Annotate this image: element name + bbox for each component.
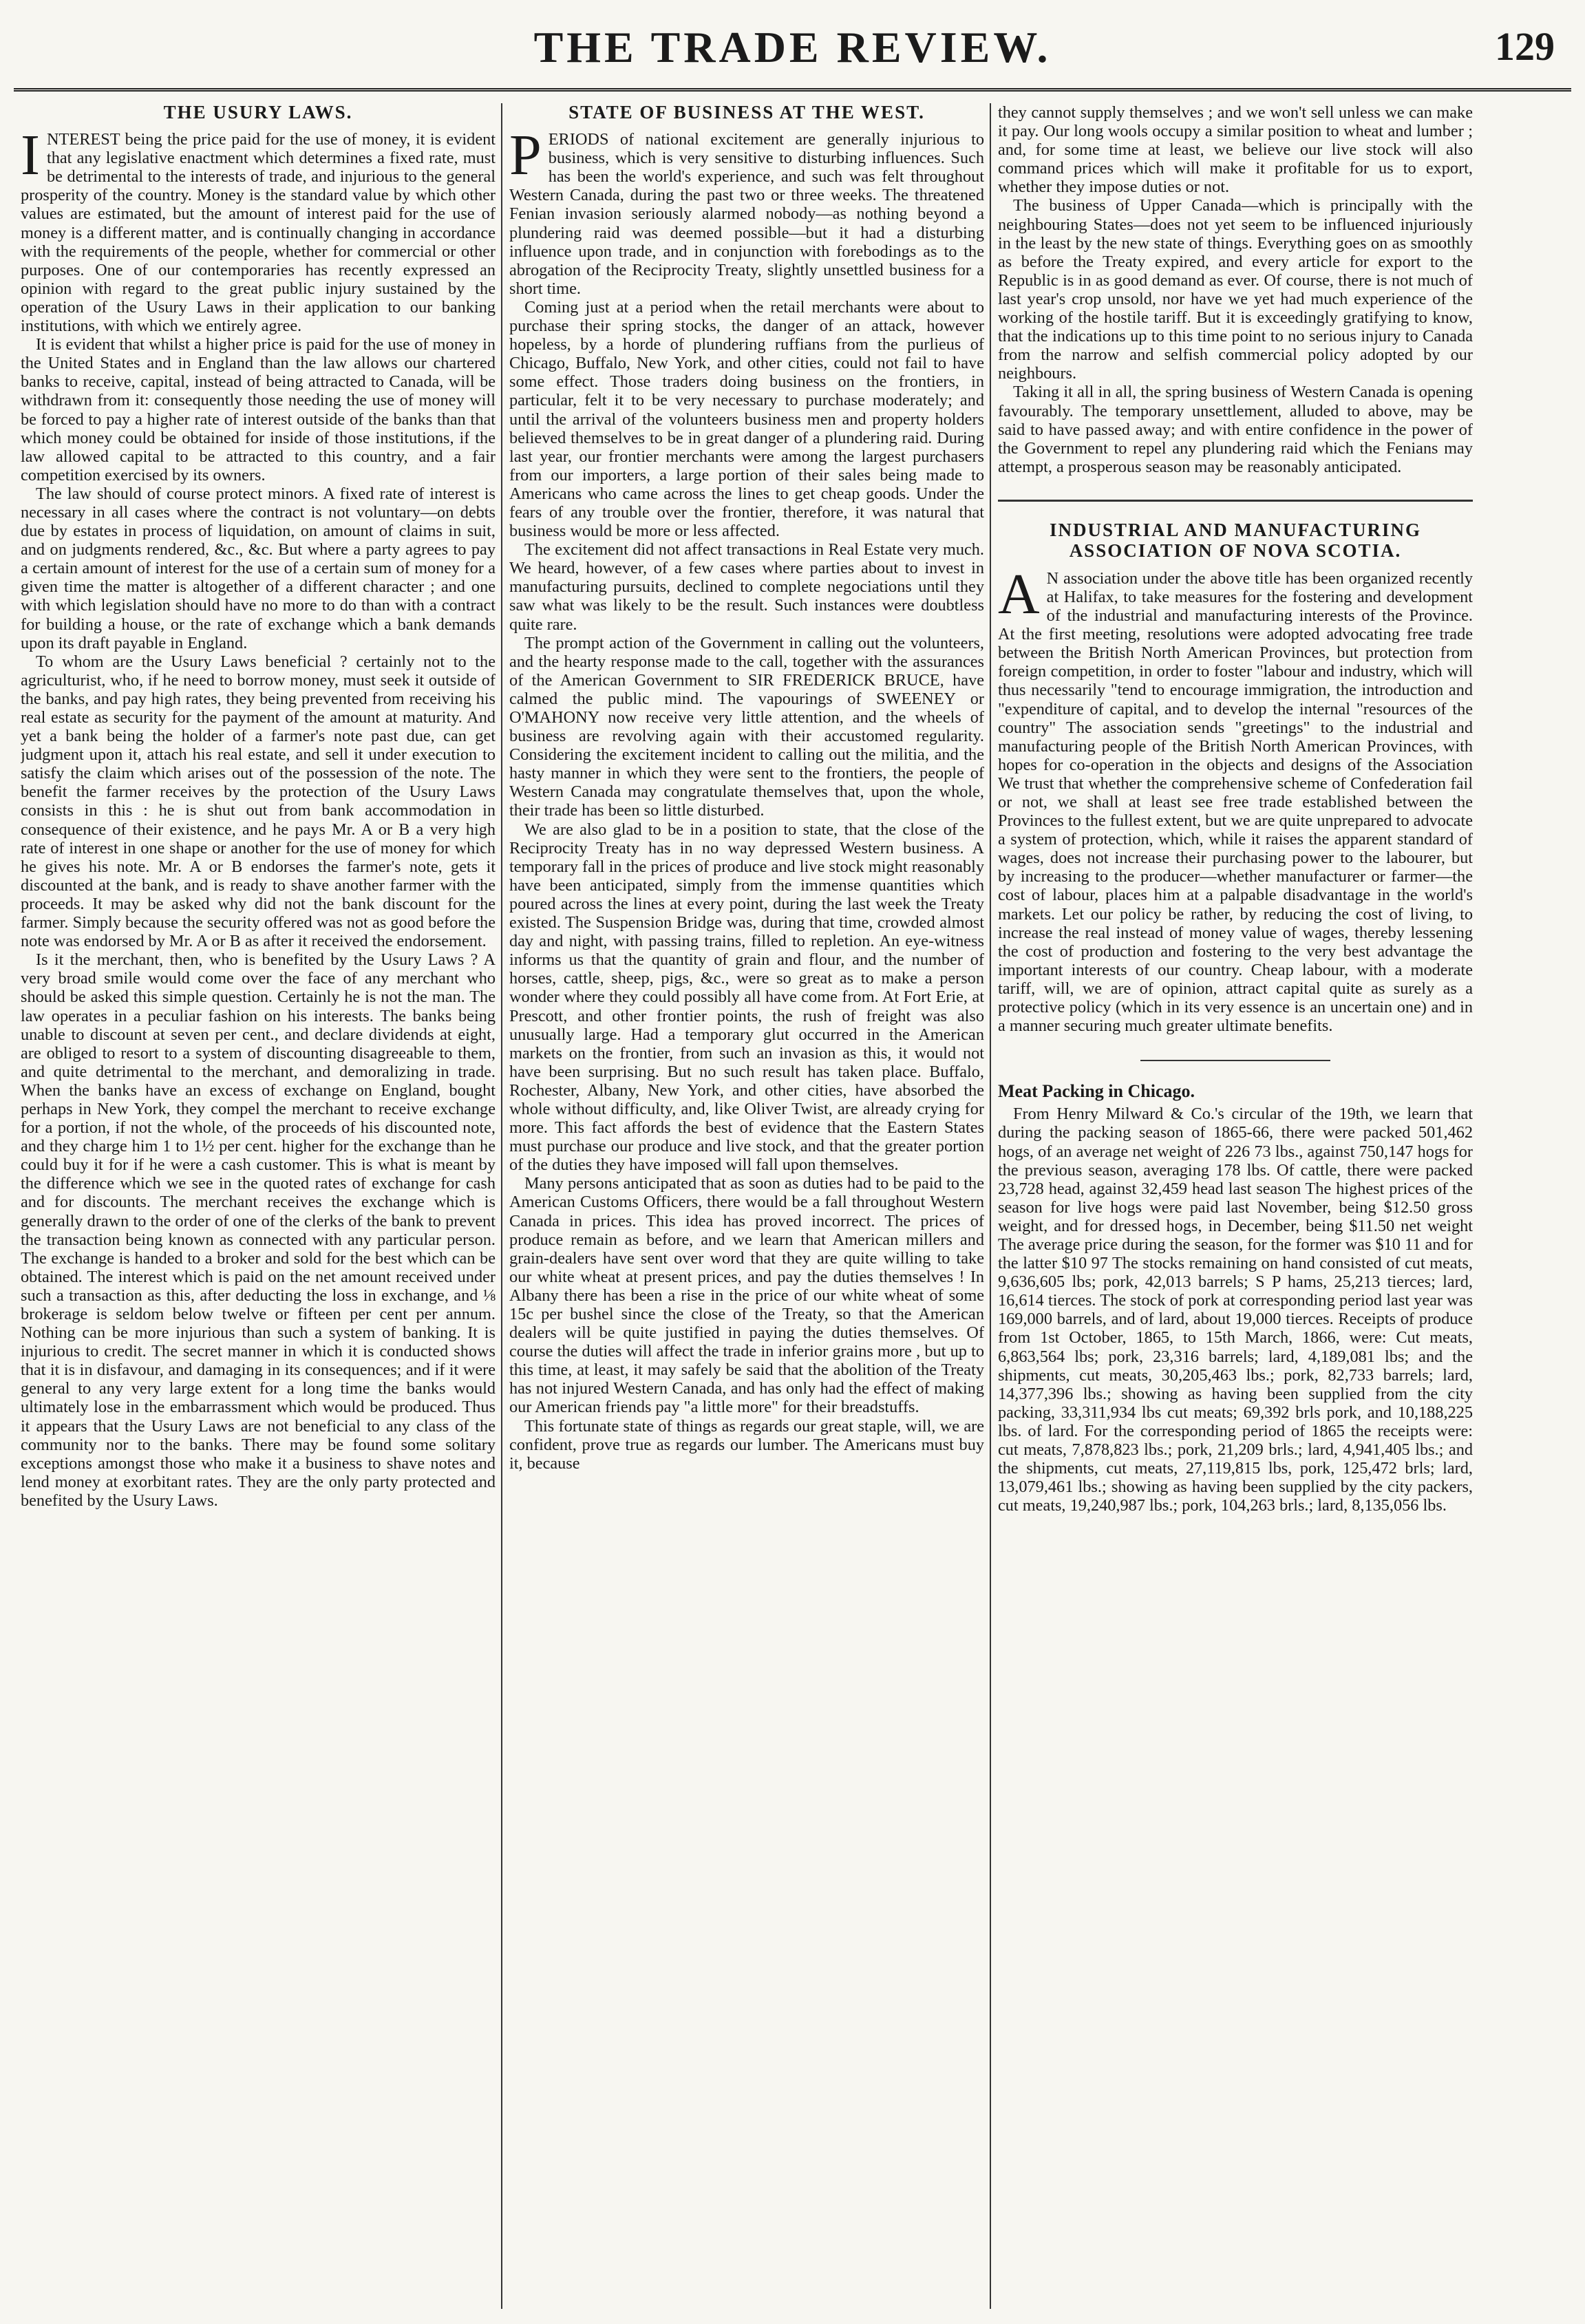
article-heading-usury-laws: THE USURY LAWS. (163, 103, 353, 122)
article-paragraph: To whom are the Usury Laws beneficial ? certainly not to the agriculturist, who, if he need to borrow money, must seek it outside of the banks, and pay high rates, they being prevented from receiving his real estate as security for the payment of the amount at maturity. And yet a bank being the holder of a farmer's note past due, can get judgment upon it, attach his real estate, and sell it under execution to satisfy the claim which arises out of the possession of the note. The benefit the farmer receives by the protection of the Usury Laws consists in this : he is shut out from bank accommodation in consequence of their existence, and he pays Mr. A or B a very high rate of interest in one shape or another for the use of money for which he gives his note. Mr. A or B endorses the farmer's note, gets it discounted at the bank, and is ready to shave another farmer with the proceeds. It may be asked why did not the bank discount for the farmer. Simply because the security offered was not as good before the note was endorsed by Mr. A or B as after it received the endorsement. (21, 652, 496, 951)
column-divider (990, 103, 991, 2309)
page-number: 129 (1495, 24, 1555, 69)
article-paragraph: The business of Upper Canada—which is principally with the neighbouring States—does not yet seem to be influenced injuriously in the least by the new state of things. Everything goes on as smoothly as before the Treaty expired, and every article for export to the Republic is in as good demand as ever. Of course, there is not much of last year's crop unsold, nor have we yet had much experience of the working of the hostile tariff. But it is exceedingly gratifying to know, that the indications up to this time point to no serious injury to Canada from the narrow and selfish commercial policy adopted by our neighbours. (998, 196, 1473, 383)
masthead (14, 14, 1571, 95)
article-paragraph (21, 123, 496, 336)
article-heading-meat-packing: Meat Packing in Chicago. (998, 1081, 1195, 1102)
drop-cap: P (509, 123, 542, 188)
column-3 (998, 103, 1473, 2309)
drop-cap: I (21, 123, 40, 188)
paragraph-text: ERIODS of national excitement are generally injurious to business, which is very sensitive to disturbing influences. Such has been the world's experience, and such was felt throughout Western Canada, during the past two or three weeks. The threatened Fenian invasion seriously alarmed nobody—as nothing beyond a plundering raid was deemed possible—but it had a disturbing influence upon trade, and in conjunction with forebodings as to the abrogation of the Reciprocity Treaty, slightly unsettled business for a short time. (509, 130, 984, 298)
article-heading-business-west: STATE OF BUSINESS AT THE WEST. (568, 103, 925, 122)
article-paragraph: Many persons anticipated that as soon as duties had to be paid to the American Customs Officers, there would be a fall throughout Western Canada in prices. This idea has proved incorrect. The prices of produce remain as before, and we learn that American millers and grain-dealers have sent over word that they are quite willing to take our white wheat at present prices, and pay the duties themselves ! In Albany there has been a rise in the price of our white wheat of some 15c per bushel since the close of the Treaty, so that the American dealers will be quite justified in paying the duties themselves. Of course the duties will affect the trade in inferior grains more , but up to this time, at least, it may safely be said that the abolition of the Treaty has not injured Western Canada, and has only had the effect of making our American friends pay "a little more" for their breadstuffs. (509, 1174, 984, 1417)
section-divider (998, 500, 1473, 502)
section-divider (1140, 1060, 1330, 1061)
article-paragraph: The law should of course protect minors. A fixed rate of interest is necessary in all cases where the contract is not voluntary—on debts due by estates in process of liquidation, on amount of claims in suit, and on judgments rendered, &c., &c. But where a party agrees to pay a certain amount of interest for the use of a certain sum of money for a given time the matter is altogether of a different character ; and one with which legislation should have no more to do than with a contract for building a house, or the rate of exchange which a bank demands upon its draft payable in England. (21, 484, 496, 652)
article-paragraph: Coming just at a period when the retail merchants were about to purchase their spring stocks, the danger of an attack, however hopeless, by a horde of plundering ruffians from the purlieus of Chicago, Buffalo, New York, and other cities, could not fail to have some effect. Those traders doing business on the frontiers, in particular, felt it to be very necessary to purchase moderately; and until the arrival of the volunteers business men and property holders believed themselves to be in great danger of a plundering raid. During last year, our frontier merchants were among the largest purchasers from our importers, a large portion of their sales being made to Americans who came across the lines to get cheap goods. Under the fears of any trouble over the frontier, therefore, it was natural that business would be more or less affected. (509, 297, 984, 541)
newspaper-title: THE TRADE REVIEW. (533, 23, 1052, 72)
article-paragraph (998, 562, 1473, 1036)
article-paragraph: Taking it all in all, the spring business of Western Canada is opening favourably. The temporary unsettlement, alluded to above, may be said to have passed away; and with entire confidence in the power of the Government to repel any plundering raid which the Fenians may attempt, a prosperous season may be reasonably anticipated. (998, 383, 1473, 476)
article-paragraph: It is evident that whilst a higher price is paid for the use of money in the United States and in England than the law allows our chartered banks to receive, capital, instead of being attracted to Canada, will be withdrawn from it: consequently those needing the use of money will be forced to pay a higher rate of interest outside of the banks than that which money could be obtained for inside of those institutions, if the law allowed capital to be attracted to this country, and a fair competition exercised by its owners. (21, 335, 496, 484)
article-paragraph: they cannot supply themselves ; and we won't sell unless we can make it pay. Our long wools occupy a similar position to wheat and lumber ; and, for some time at least, we believe our live stock will also command prices which will make it profitable for us to export, whether they impose duties or not. (998, 103, 1473, 197)
article-heading-nova-scotia: INDUSTRIAL AND MANUFACTURING ASSOCIATION OF NOVA SCOTIA. (1049, 519, 1422, 561)
article-paragraph: The prompt action of the Government in calling out the volunteers, and the hearty response made to the call, together with the assurances of the American Government to SIR FREDERICK BRUCE, have calmed the public mind. The vapourings of SWEENEY or O'MAHONY now receive very little attention, and the wheels of business are revolving again with their accustomed regularity. Considering the excitement incident to calling out the militia, and the hasty manner in which they were sent to the frontiers, the people of Western Canada may congratulate themselves that, upon the whole, their trade has been so little disturbed. (509, 633, 984, 820)
column-divider (501, 103, 502, 2309)
article-paragraph: This fortunate state of things as regards our great staple, will, we are confident, prove true as regards our lumber. The Americans must buy it, because (509, 1416, 984, 1473)
article-paragraph: The excitement did not affect transactions in Real Estate very much. We heard, however, of a few cases where parties about to invest in manufacturing pursuits, declined to complete negociations until they saw what was likely to be the result. Such instances were doubtless quite rare. (509, 540, 984, 634)
article-paragraph: We are also glad to be in a position to state, that the close of the Reciprocity Treaty has in no way depressed Western business. A temporary fall in the prices of produce and live stock might reasonably have been anticipated, simply from the immense quantities which poured across the lines at every point, during the last week the Treaty existed. The Suspension Bridge was, during that time, crowded almost day and night, with passing trains, filled to repletion. An eye-witness informs us that the quantity of grain and flour, and the number of horses, cattle, sheep, pigs, &c., were so great as to make a person wonder where they could possibly all have come from. At Fort Erie, at Prescott, and other frontier points, the rush of freight was also unusually large. Had a temporary glut occurred in the American markets on the frontier, from such an invasion as this, it would not have been surprising. But no such result has taken place. Buffalo, Rochester, Albany, New York, and other cities, have absorbed the whole without difficulty, and, like Oliver Twist, are already crying for more. This fact affords the best of evidence that the Eastern States must purchase our produce and live stock, and that the greater portion of the duties they have imposed will fall upon themselves. (509, 820, 984, 1175)
column-2 (509, 103, 984, 2309)
drop-cap: A (998, 562, 1040, 626)
paragraph-text: NTEREST being the price paid for the use of money, it is evident that any legislative enactment which determines a fixed rate, must be detrimental to the interests of trade, and injurious to the general prosperity of the country. Money is the standard value by which other values are estimated, but the amount of interest paid for the use of money is a different matter, and is continually changing in accordance with the requirements of the people, whether for commercial or other purposes. One of our contemporaries has recently expressed an opinion with regard to the great public injury sustained by the operation of the Usury Laws in their application to our banking institutions, with which we entirely agree. (21, 130, 496, 336)
article-paragraph: Is it the merchant, then, who is benefited by the Usury Laws ? A very broad smile would come over the face of any merchant who should be asked this simple question. Certainly he is not the man. The law operates in a peculiar fashion on his interests. The banks being unable to discount at seven per cent., and declare dividends at eight, are obliged to resort to a system of discounting disagreeable to them, and quite detrimental to the merchant, and demoralizing in trade. When the banks have an excess of exchange on England, bought perhaps in New York, they compel the merchant to receive exchange for a portion, if not the whole, of the proceeds of his discounted note, and they charge him 1 to 1½ per cent. higher for the exchange than he could buy it for if he were a cash customer. This is what is meant by the difference which we see in the quoted rates of exchange for cash and for discounts. The merchant receives the exchange which is generally drawn to the order of one of the clerks of the bank to prevent the transaction being known as connected with any particular person. The exchange is handed to a broker and sold for the best which can be obtained. The interest which is paid on the net amount received under such a transaction as this, after deducting the loss in exchange, and ⅛ brokerage is seldom below twelve or fifteen per cent per annum. Nothing can be more injurious than such a system of banking. It is injurious to credit. The secret manner in which it is conducted shows that it is in disfavour, and damaging in its consequences; and if it were general to any very large extent for a long time the banks would ultimately lose in the embarrassment which would be produced. Thus it appears that the Usury Laws are not beneficial to any class of the community nor to the banks. There may be found some solitary exceptions amongst those who make it a business to shave notes and lend money at exorbitant rates. They are the only party protected and benefited by the Usury Laws. (21, 950, 496, 1510)
article-paragraph: From Henry Milward & Co.'s circular of the 19th, we learn that during the packing season of 1865-66, there were packed 501,462 hogs, of an average net weight of 226 73 lbs., against 750,147 hogs for the previous season, averaging 178 lbs. Of cattle, there were packed 23,728 head, against 32,459 head last season The highest prices of the season for live hogs were paid last November, being $12.50 gross weight, and for dressed hogs, in December, being $11.50 net weight The average price during the season, for the former was $10 11 and for the latter $10 97 The stocks remaining on hand consisted of cut meats, 9,636,605 lbs; pork, 42,013 barrels; S P hams, 25,213 tierces; lard, 16,614 tierces. The stock of pork at corresponding period last year was 169,000 barrels, and of lard, about 19,000 tierces. Receipts of produce from 1st October, 1865, to 15th March, 1866, were: Cut meats, 6,863,564 lbs; pork, 23,316 barrels; lard, 4,189,081 lbs; and the shipments, cut meats, 30,205,463 lbs.; pork, 82,733 barrels; lard, 14,377,396 lbs.; showing as having been supplied from the city packing, 33,311,934 lbs cut meats; 69,392 brls pork, and 10,188,225 lbs. of lard. For the corresponding period of 1865 the receipts were: cut meats, 7,878,823 lbs.; pork, 21,209 brls.; lard, 4,941,405 lbs.; and the shipments, cut meats, 27,119,815 lbs, pork, 125,472 brls; lard, 13,079,461 lbs.; showing as having been supplied by the city packers, cut meats, 19,240,987 lbs.; pork, 104,263 brls.; lard, 8,135,056 lbs. (998, 1105, 1473, 1515)
article-paragraph (509, 123, 984, 298)
masthead-rule (14, 88, 1571, 92)
column-1 (21, 103, 496, 2309)
paragraph-text: N association under the above title has been organized recently at Halifax, to take measures for the fostering and development of the industrial and manufacturing interests of the Province. At the first meeting, resolutions were adopted advocating free trade between the British North American Provinces, but protection from foreign competition, in order to foster "labour and industry, which will thus necessarily "tend to encourage immigration, the introduction and "expenditure of capital, and to develop the internal "resources of the country" The association sends "greetings" to the industrial and manufacturing people of the British North American Provinces, with hopes for co-operation in the objects and designs of the Association We trust that whether the comprehensive scheme of Confederation fail or not, we shall at least see free trade established between the Provinces to the fullest extent, but we are quite unprepared to advocate a system of protection, which, while it raises the apparent standard of wages, does not increase their purchasing power to the labourer, but by increasing to the producer—whether manufacturer or farmer—the cost of labour, places him at a palpable disadvantage in the world's markets. Let our policy be rather, by reducing the cost of living, to increase the real instead of money value of wages, thereby lessening the cost of production and fostering to the very best advantage the important interests of our country. Cheap labour, with a moderate tariff, will, we are of opinion, attract capital quite as surely as a protective policy (which in its very essence is an uncertain one) and in a manner securing much greater ultimate benefits. (998, 568, 1473, 1036)
